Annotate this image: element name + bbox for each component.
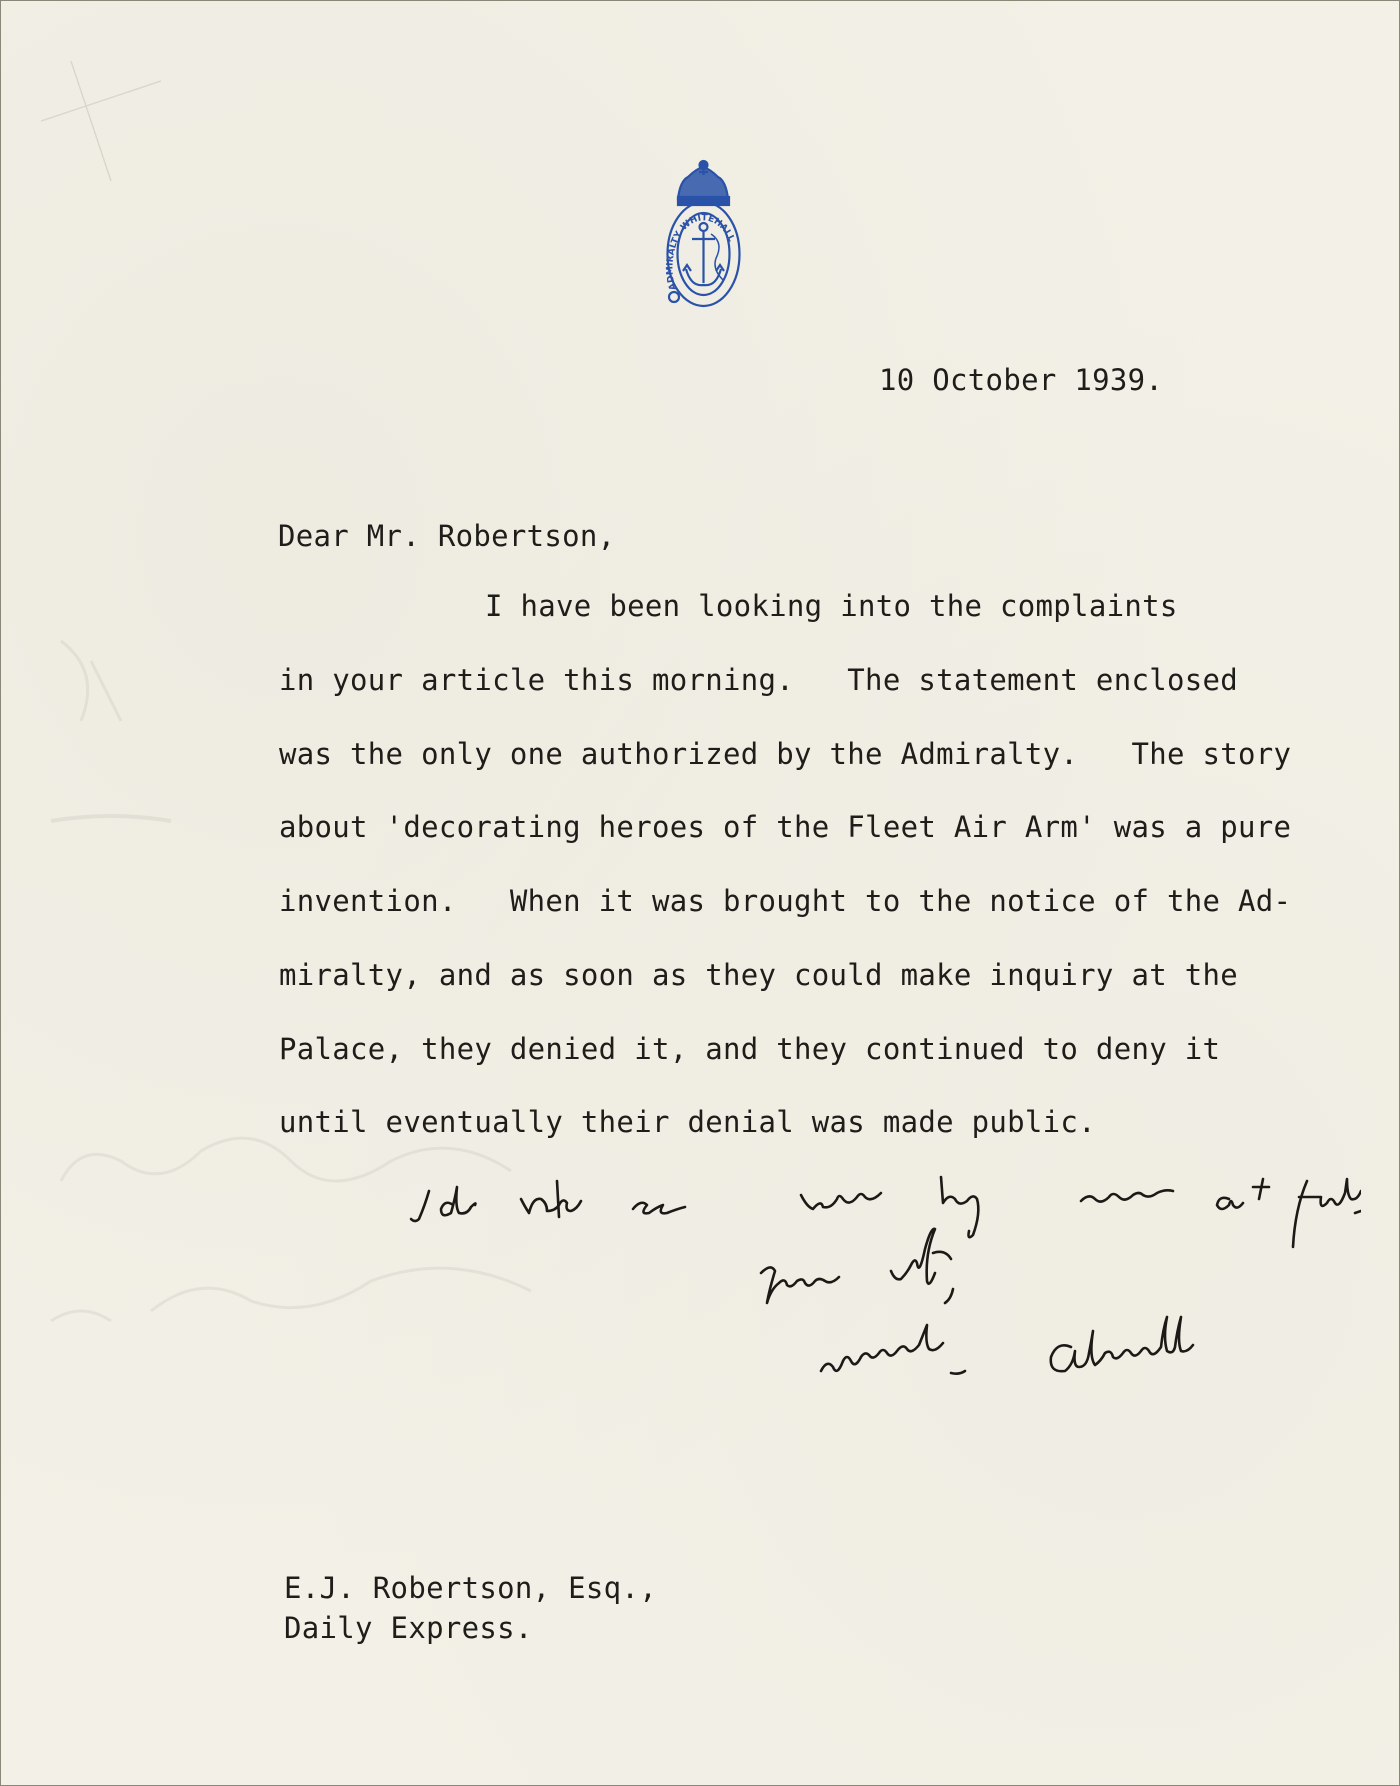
body-line-6: miralty, and as soon as they could make inquiry at the — [279, 958, 1239, 992]
body-line-1: I have been looking into the complaints — [485, 589, 1178, 623]
body-line-2: in your article this morning. The statement enclosed — [279, 663, 1239, 697]
handwritten-signature-block — [381, 1161, 1361, 1431]
body-line-5: invention. When it was brought to the notice of the Ad- — [279, 884, 1292, 918]
body-line-3: was the only one authorized by the Admiralty. The story — [279, 737, 1292, 771]
paper-crease — [41, 61, 161, 181]
recipient-name: E.J. Robertson, Esq., — [284, 1571, 657, 1605]
body-line-8: until eventually their denial was made public. — [279, 1105, 1096, 1139]
letter-date: 10 October 1939. — [879, 363, 1164, 397]
body-line-4: about 'decorating heroes of the Fleet Air Arm' was a pure — [279, 810, 1292, 844]
salutation: Dear Mr. Robertson, — [278, 519, 616, 553]
crest-text: ADMIRALTY WHITEHALL — [665, 213, 737, 292]
admiralty-crest-logo — [656, 159, 751, 319]
body-line-7: Palace, they denied it, and they continued to deny it — [279, 1032, 1221, 1066]
recipient-organization: Daily Express. — [284, 1611, 533, 1645]
